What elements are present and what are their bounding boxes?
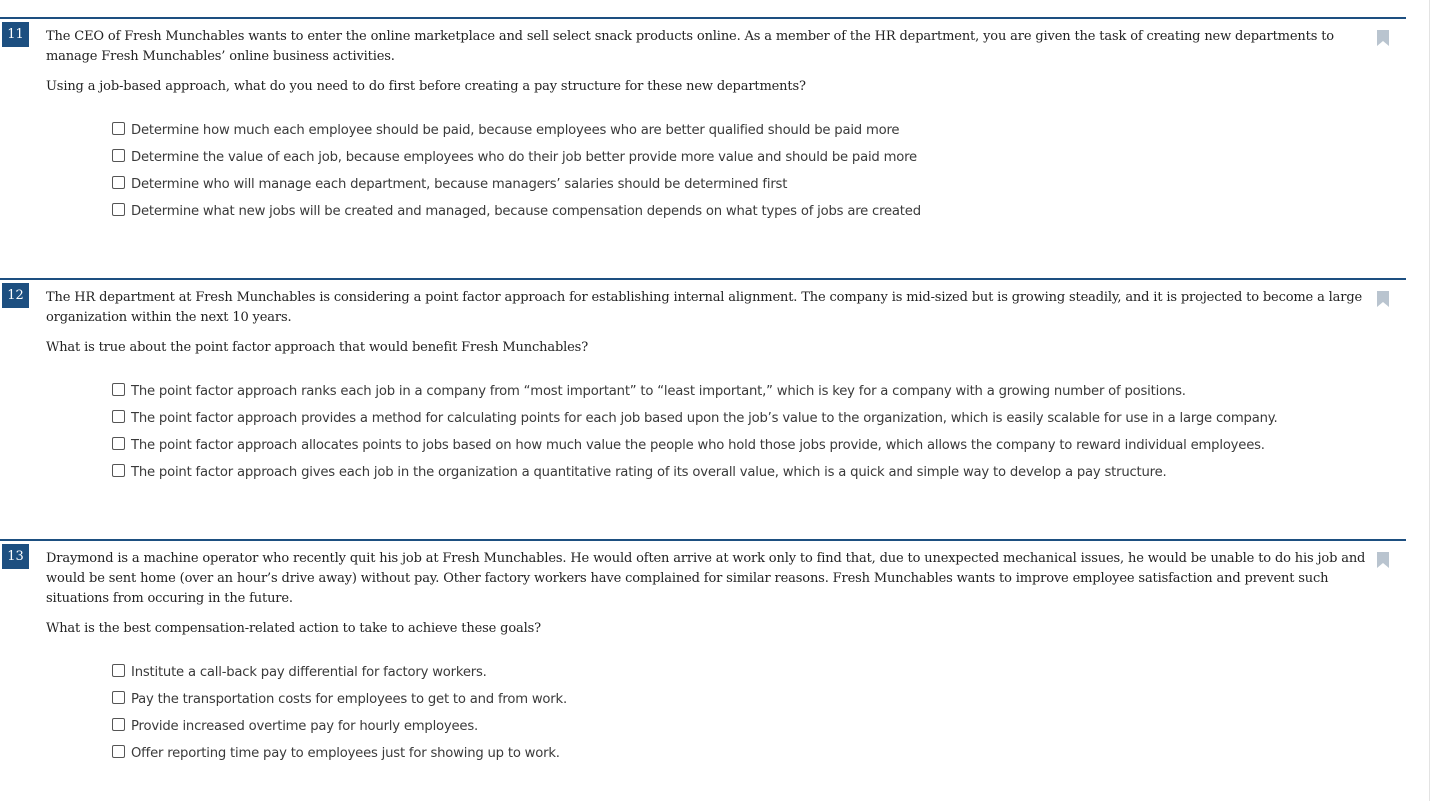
question-stem: Draymond is a machine operator who recently quit his job at Fresh Munchables. He would often arrive at work only to find that, due to unexpected mechanical issues, he would be unable to do his job and would be sent home (over an hour’s drive away) without pay. Other factory workers have complained for similar reasons. Fresh Munchables wants to improve employee satisfaction and prevent such situations from occuring in the future. [46, 551, 1366, 606]
checkbox[interactable] [112, 745, 125, 758]
bookmark-icon[interactable] [1377, 30, 1389, 46]
option-label: Determine who will manage each department, because managers’ salaries should be determined first [131, 177, 788, 192]
answer-option[interactable] [112, 686, 567, 713]
question-divider [0, 539, 1406, 541]
option-label: The point factor approach gives each job in the organization a quantitative rating of its overall value, which is a quick and simple way to develop a pay structure. [131, 465, 1167, 480]
scrollbar-track[interactable] [1429, 0, 1450, 801]
question-divider [0, 17, 1406, 19]
answer-option[interactable] [112, 459, 1277, 486]
question-number: 11 [2, 22, 29, 47]
option-label: Determine how much each employee should be paid, because employees who are better qualified should be paid more [131, 123, 900, 138]
bookmark-icon[interactable] [1377, 552, 1389, 568]
answer-option[interactable] [112, 378, 1277, 405]
question-stem: The HR department at Fresh Munchables is considering a point factor approach for establishing internal alignment. The company is mid-sized but is growing steadily, and it is projected to become a large organization within the next 10 years. [46, 290, 1363, 325]
checkbox[interactable] [112, 122, 125, 135]
answer-option[interactable] [112, 405, 1277, 432]
checkbox[interactable] [112, 176, 125, 189]
answer-option[interactable] [112, 713, 567, 740]
question-divider [0, 278, 1406, 280]
answer-options [112, 659, 567, 767]
option-label: The point factor approach provides a method for calculating points for each job based upon the job’s value to the organization, which is easily scalable for use in a large company. [131, 411, 1278, 426]
checkbox[interactable] [112, 203, 125, 216]
answer-option[interactable] [112, 171, 921, 198]
bookmark-icon[interactable] [1377, 291, 1389, 307]
question-prompt: Using a job-based approach, what do you need to do first before creating a pay structure for these new departments? [46, 79, 806, 94]
answer-option[interactable] [112, 740, 567, 767]
checkbox[interactable] [112, 664, 125, 677]
checkbox[interactable] [112, 149, 125, 162]
checkbox[interactable] [112, 691, 125, 704]
option-label: The point factor approach ranks each job in a company from “most important” to “least important,” which is key for a company with a growing number of positions. [131, 384, 1186, 399]
checkbox[interactable] [112, 718, 125, 731]
option-label: The point factor approach allocates points to jobs based on how much value the people who hold those jobs provide, which allows the company to reward individual employees. [131, 438, 1265, 453]
option-label: Determine the value of each job, because employees who do their job better provide more value and should be paid more [131, 150, 917, 165]
option-label: Pay the transportation costs for employees to get to and from work. [131, 692, 567, 707]
answer-option[interactable] [112, 117, 921, 144]
answer-option[interactable] [112, 432, 1277, 459]
option-label: Institute a call-back pay differential for factory workers. [131, 665, 487, 680]
answer-option[interactable] [112, 198, 921, 225]
option-label: Provide increased overtime pay for hourly employees. [131, 719, 479, 734]
checkbox[interactable] [112, 410, 125, 423]
question-prompt: What is the best compensation-related action to take to achieve these goals? [46, 621, 541, 636]
option-label: Determine what new jobs will be created and managed, because compensation depends on what types of jobs are created [131, 204, 921, 219]
question-number: 13 [2, 544, 29, 569]
question-number: 12 [2, 283, 29, 308]
checkbox[interactable] [112, 437, 125, 450]
answer-option[interactable] [112, 659, 567, 686]
checkbox[interactable] [112, 383, 125, 396]
answer-options [112, 117, 921, 225]
answer-option[interactable] [112, 144, 921, 171]
question-prompt: What is true about the point factor approach that would benefit Fresh Munchables? [46, 340, 589, 355]
question-stem: The CEO of Fresh Munchables wants to enter the online marketplace and sell select snack products online. As a member of the HR department, you are given the task of creating new departments to manage Fresh Munchables’ online business activities. [46, 29, 1334, 64]
answer-options [112, 378, 1277, 486]
option-label: Offer reporting time pay to employees just for showing up to work. [131, 746, 560, 761]
checkbox[interactable] [112, 464, 125, 477]
